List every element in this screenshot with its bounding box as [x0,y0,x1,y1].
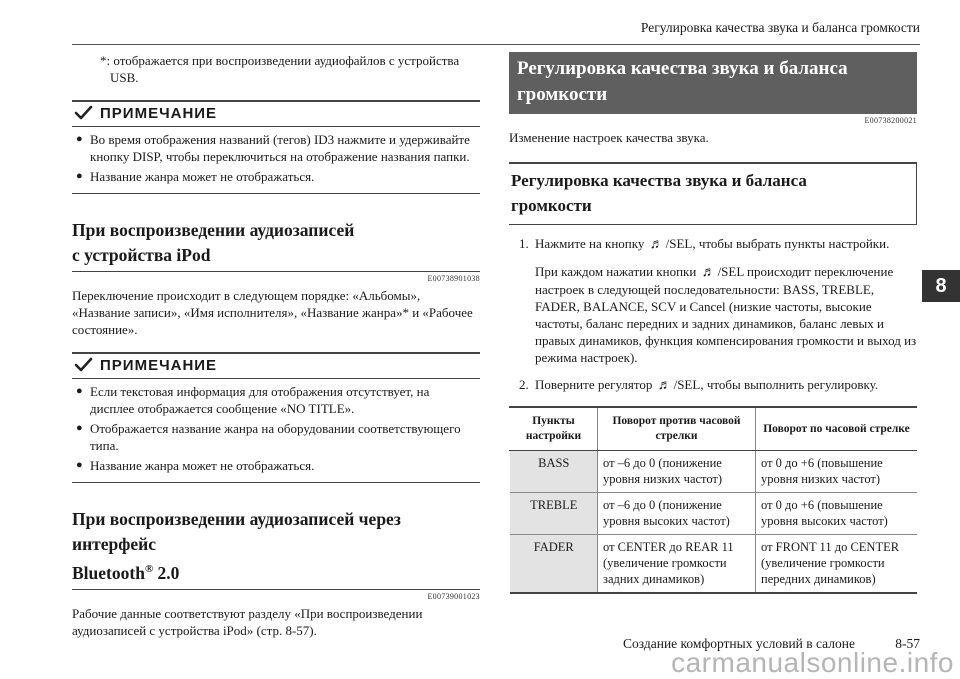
bullet-icon: ● [76,170,83,182]
step-text: Поверните регулятор [535,377,653,392]
section-paragraph: Рабочие данные соответствуют разделу «При воспроизведении аудиозаписей с устройства iPod» (стр. 8-57). [72,605,423,638]
footer-page-number: 8-57 [895,636,920,651]
chapter-banner [509,52,917,114]
table-cell: FADER [510,535,598,594]
note-title [72,354,480,379]
title-text: Bluetooth [72,562,145,583]
step-text: /SEL, чтобы выполнить регулировку. [673,377,879,392]
note-item [76,168,476,185]
step-1 [509,235,917,253]
section-title-line: При воспроизведении аудиозаписей [72,220,355,240]
bullet-icon: ● [76,422,83,434]
pencil-check-icon [74,356,94,374]
note-item [76,420,476,454]
right-column [509,52,917,594]
step-1-detail [509,263,917,366]
footnote: *: отображается при воспроизведении аудиофайлов с устройства USB. [100,53,460,85]
bullet-icon: ● [76,385,83,397]
note-box-1 [72,100,480,194]
section-title-line [72,557,480,586]
sound-knob-icon: ♬ [657,378,672,393]
step-text: /SEL, чтобы выбрать пункты настройки. [665,236,890,251]
page-header-title: Регулировка качества звука и баланса громкости [640,20,920,35]
note-title [72,102,480,127]
footer-section-name: Создание комфортных условий в салоне [623,636,855,651]
table-cell: от FRONT 11 до CENTER (увеличение громкости передних динамиков) [756,535,918,594]
table-row [510,451,918,493]
subsection-title-line: Регулировка качества звука и баланса [511,171,807,190]
table-row [510,535,918,594]
note-item-text: Отображается название жанра на оборудовании соответствующего типа. [90,421,461,453]
note-box-2 [72,352,480,483]
sound-knob-icon: ♬ [701,265,716,280]
section-title-line: с устройства iPod [72,245,211,265]
table-cell: от 0 до +6 (повышение уровня высоких частот) [756,493,918,535]
left-column [72,52,480,639]
note-item [76,131,476,165]
banner-line: Регулировка качества звука и баланса [517,58,848,79]
bullet-icon: ● [76,133,83,145]
table-cell: от CENTER до REAR 11 (увеличение громкости задних динамиков) [598,535,756,594]
intro-paragraph: Изменение настроек качества звука. [509,130,709,145]
table-header: Пункты настройки [510,407,598,451]
note-item-text: Название жанра может не отображаться. [90,458,315,473]
table-header: Поворот против часовой стрелки [598,407,756,451]
table-cell: BASS [510,451,598,493]
sound-knob-icon: ♬ [649,237,664,252]
watermark: carmanualsonline.info [671,647,954,678]
note-item-text: Название жанра может не отображаться. [90,169,315,184]
section-paragraph: Переключение происходит в следующем порядке: «Альбомы», «Название записи», «Имя исполнителя», «Название жанра»* и «Рабочее состояние». [72,288,473,337]
bullet-icon: ● [76,459,83,471]
section-title-line: При воспроизведении аудиозаписей через интерфейс [72,509,401,554]
section-rule [72,271,480,272]
pencil-check-icon [74,104,94,122]
table-cell: от –6 до 0 (понижение уровня высоких частот) [598,493,756,535]
step-number: 2. [519,377,529,392]
table-cell: TREBLE [510,493,598,535]
section-rule [72,589,480,590]
table-cell: от 0 до +6 (повышение уровня низких частот) [756,451,918,493]
section-code: E00739001023 [427,591,480,601]
subsection-title-line: громкости [511,196,592,215]
settings-table [509,406,917,594]
note-item-text: Если текстовая информация для отображения отсутствует, на дисплее отображается сообщение «NO TITLE». [90,384,430,416]
table-cell: от –6 до 0 (понижение уровня низких частот) [598,451,756,493]
title-text: 2.0 [153,562,180,583]
step-text: При каждом нажатии кнопки [535,264,697,279]
subsection-title [509,162,917,225]
section-code: E00738901038 [427,274,480,283]
header-divider [72,44,920,45]
table-row [510,493,918,535]
step-text: /SEL происходит переключение настроек в следующей последовательности: BASS, TREBLE, FADER, BALANCE, SCV и Cancel (низкие частоты, высокие частоты, баланс передних и задних динамиков, баланс левых и правых динамиков, функция компенсирования громкости и выход из режима настроек). [535,264,917,365]
note-title-text: ПРИМЕЧАНИЕ [100,104,218,122]
step-2 [509,376,917,394]
note-item-text: Во время отображения названий (тегов) ID3 нажмите и удерживайте кнопку DISP, чтобы переключиться на отображение названия папки. [90,132,470,164]
section-title-bluetooth [72,507,480,586]
note-item [76,383,476,417]
chapter-tab[interactable]: 8 [922,270,960,302]
section-title-ipod [72,218,480,268]
banner-line: громкости [517,84,608,105]
registered-mark: ® [144,563,154,575]
table-header: Поворот по часовой стрелке [756,407,918,451]
note-title-text: ПРИМЕЧАНИЕ [100,356,218,374]
section-code: E00738200021 [864,116,917,125]
step-text: Нажмите на кнопку [535,236,645,251]
note-item [76,457,476,474]
table-header-row [510,407,918,451]
step-number: 1. [519,236,529,251]
